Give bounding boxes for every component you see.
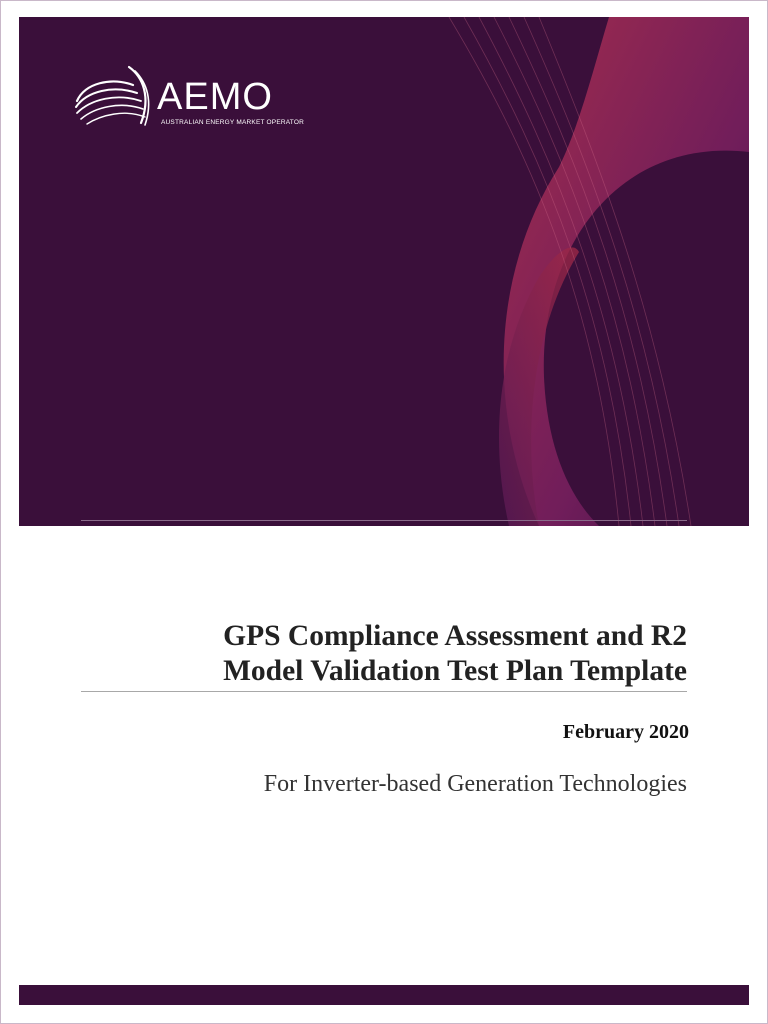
banner-divider bbox=[81, 520, 687, 521]
aemo-logo bbox=[71, 63, 305, 135]
title-line-2: Model Validation Test Plan Template bbox=[223, 655, 687, 687]
title-line-1: GPS Compliance Assessment and R2 bbox=[223, 620, 687, 652]
aemo-swirl-icon bbox=[71, 63, 161, 135]
document-subtitle: For Inverter-based Generation Technologies bbox=[263, 771, 687, 797]
aemo-tagline: AUSTRALIAN ENERGY MARKET OPERATOR bbox=[161, 119, 305, 126]
footer-bar bbox=[19, 985, 749, 1005]
title-divider bbox=[81, 691, 687, 692]
cover-banner bbox=[19, 17, 749, 526]
publication-date: February 2020 bbox=[562, 721, 689, 743]
document-title bbox=[67, 619, 687, 689]
aemo-wordmark: AEMO bbox=[157, 76, 273, 118]
